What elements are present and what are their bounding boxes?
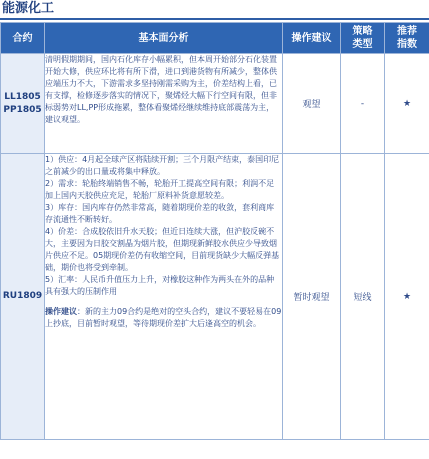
- header-recommend-index: [385, 23, 429, 54]
- header-strategy-type: [341, 23, 385, 54]
- analysis-cell: [45, 54, 283, 154]
- operation-advice: [45, 306, 282, 330]
- contract-code: LL1805: [4, 91, 41, 102]
- contract-cell: [1, 154, 45, 440]
- section-title: 能源化工: [0, 0, 429, 20]
- header-strategy-type-line2: 类型: [352, 39, 373, 50]
- header-recommend-index-line1: 推荐: [397, 26, 417, 37]
- analysis-paragraph: 2）需求：轮胎终端销售不畅，轮胎开工提高空间有限；利润不足加上国内天胶供应充足，轮胎厂原料补货意愿较差。: [45, 179, 275, 200]
- operation-advice-text: ：新的主力09合约是绝对的空头合约，建议不要轻易在09上抄底，目前暂时观望，等待期现价差扩大后逢高空的机会。: [45, 307, 282, 328]
- header-analysis: 基本面分析: [45, 23, 283, 54]
- suggestion-cell: 观望: [283, 54, 341, 154]
- contract-code: RU1809: [2, 291, 43, 301]
- table-row: [1, 154, 429, 440]
- recommend-index-cell: ★: [385, 54, 429, 154]
- header-suggestion: 操作建议: [283, 23, 341, 54]
- analysis-paragraph: 1）供应：4月起全球产区将陆续开割；三个月限产结束，泰国印尼之前减少的出口量或将集中释放。: [45, 155, 280, 176]
- header-contract: 合约: [1, 23, 45, 54]
- header-strategy-type-line1: 策略: [352, 26, 373, 37]
- recommend-index-cell: ★: [385, 154, 429, 440]
- analysis-table: [0, 22, 429, 440]
- header-recommend-index-line2: 指数: [397, 39, 417, 50]
- analysis-paragraph: 清明假期期间，国内石化库存小幅累积，但本周开始部分石化装置开始大修，供应环比将有所下滑，进口到港货物有所减少，整体供应端压力不大，下游需求多坚持刚需采购为主，价差结构上看，已有支撑，检修逐步落实的情况下，聚烯烃大幅下行空间有限，但非标弱势对LL,PP形成拖累，整体看聚烯烃继续维持底部震荡为主，建议观望。: [45, 55, 277, 124]
- analysis-paragraph: 4）价差：合成胶依旧升水天胶；但近日连续大涨，但沪胶反碗不大，主要因为日胶交割晶为烟片胶，但期现新鲜胶水供应少导致烟片供应不足。05期现价差仍有收缩空间，目前现货缺少大幅反弹基础，期价也将受到牵制。: [45, 227, 280, 272]
- analysis-cell: [45, 154, 283, 440]
- contract-code: PP1805: [3, 104, 42, 115]
- strategy-type-cell: 短线: [341, 154, 385, 440]
- analysis-paragraph: 5）汇率：人民币升值压力上升，对橡胶这种作为两头在外的品种具有强大的压制作用: [45, 275, 275, 296]
- operation-advice-label: 操作建议: [45, 307, 77, 316]
- contract-cell: [1, 54, 45, 154]
- table-row: [1, 54, 429, 154]
- table-header-row: [1, 23, 429, 54]
- suggestion-cell: 暂时观望: [283, 154, 341, 440]
- strategy-type-cell: -: [341, 54, 385, 154]
- analysis-paragraph: 3）库存：国内库存仍然非常高，随着期现价差的收敛，套利商库存流通性不断转好。: [45, 203, 275, 224]
- paragraph-spacer: [45, 298, 282, 306]
